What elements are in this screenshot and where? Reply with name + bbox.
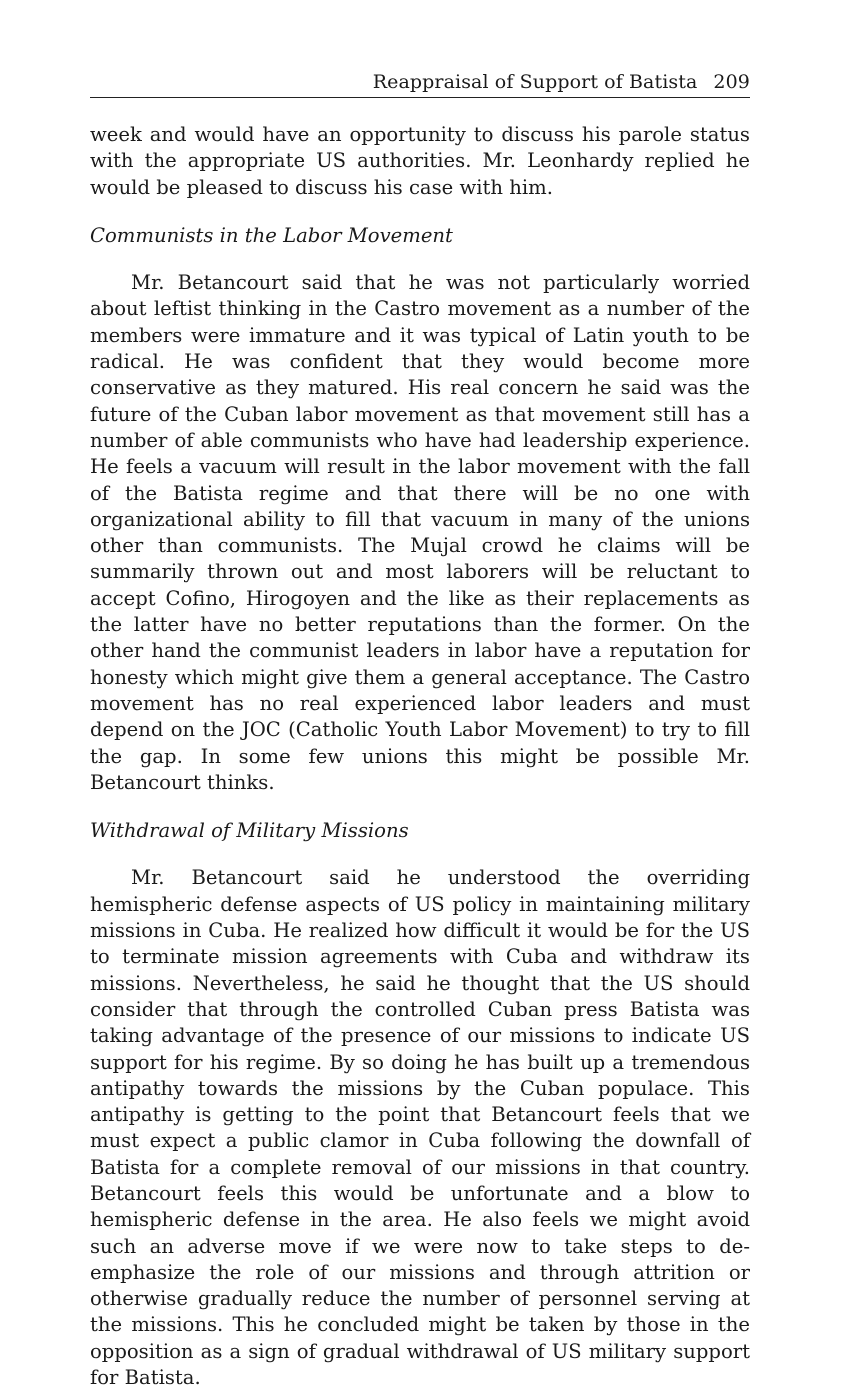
section-heading-labor: Communists in the Labor Movement <box>90 223 453 247</box>
page-number: 209 <box>713 71 750 93</box>
continuation-paragraph: week and would have an opportunity to discuss his parole status with the appropriate US authorities. Mr. Leonhardy replied he would be pleased to discuss his case with him. <box>90 123 750 199</box>
running-title: Reappraisal of Support of Batista <box>372 71 698 93</box>
page-body <box>90 122 750 1391</box>
paragraph-labor-movement: Mr. Betancourt said that he was not particularly worried about leftist thinking in the Castro movement as a number of the members were immature and it was typical of Latin youth to be radical. He was confident that they would become more conservative as they matured. His real concern he said was the future of the Cuban labor movement as that movement still has a number of able communists who have had leadership experience. He feels a vacuum will result in the labor movement with the fall of the Batista regime and that there will be no one with organizational ability to fill that vacuum in many of the unions other than communists. The Mujal crowd he claims will be summarily thrown out and most laborers will be reluctant to accept Cofino, Hirogoyen and the like as their replacements as the latter have no better reputations than the former. On the other hand the communist leaders in labor have a reputation for honesty which might give them a general acceptance. The Castro movement has no real experienced labor leaders and must depend on the JOC (Catholic Youth Labor Movement) to try to fill the gap. In some few unions this might be possible Mr. Betancourt thinks. <box>90 271 750 794</box>
section-heading-missions: Withdrawal of Military Missions <box>90 819 409 843</box>
paragraph-military-missions: Mr. Betancourt said he understood the overriding hemispheric defense aspects of US policy in maintaining military missions in Cuba. He realized how difficult it would be for the US to terminate mission agreements with Cuba and withdraw its missions. Nevertheless, he said he thought that the US should consider that through the controlled Cuban press Batista was taking advantage of the presence of our missions to indicate US support for his regime. By so doing he has built up a tremendous antipathy towards the missions by the Cuban populace. This antipathy is getting to the point that Betancourt feels that we must expect a public clamor in Cuba following the downfall of Batista for a complete removal of our missions in that country. Betancourt feels this would be unfortunate and a blow to hemispheric defense in the area. He also feels we might avoid such an adverse move if we were now to take steps to de-emphasize the role of our missions and through attrition or otherwise gradually reduce the number of personnel serving at the missions. This he concluded might be taken by those in the opposition as a sign of gradual withdrawal of US military support for Batista. <box>90 866 750 1390</box>
running-header <box>90 70 750 98</box>
